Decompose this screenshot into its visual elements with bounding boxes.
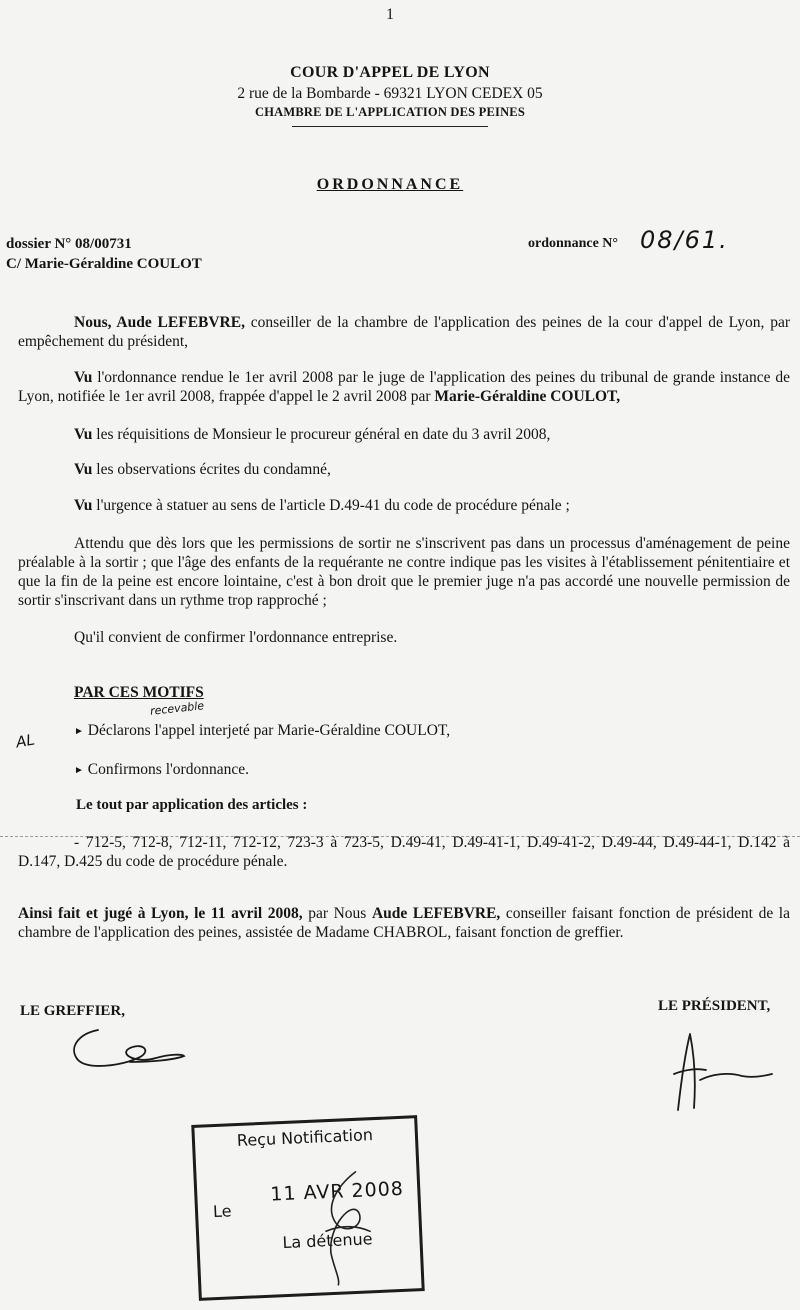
paragraph-vu-observations (18, 460, 790, 479)
stamp-detenue: La détenue (282, 1229, 373, 1253)
articles-list: - 712-5, 712-8, 712-11, 712-12, 723-3 à 723-5, D.49-41, D.49-41-1, D.49-41-2, D.49-44, D.49-44-1, D.142 à D.147, D.425 du code de procédure pénale. (18, 834, 790, 870)
motifs-heading: PAR CES MOTIFS (74, 684, 204, 701)
application-label: Le tout par application des articles : (76, 797, 308, 813)
court-name: COUR D'APPEL DE LYON (290, 64, 490, 81)
paragraph-vu-requisitions (18, 425, 790, 444)
stamp-title: Reçu Notification (236, 1125, 374, 1151)
document-title: ORDONNANCE (316, 176, 464, 193)
paragraph-conclusion: Qu'il convient de confirmer l'ordonnance entreprise. (74, 629, 398, 646)
court-address: 2 rue de la Bombarde - 69321 LYON CEDEX 05 (237, 85, 543, 102)
nous-text: conseiller de la chambre de l'application des peines de la cour d'appel de Lyon, par empêchement du président, (18, 314, 790, 350)
president-signature (660, 1030, 780, 1120)
closing-paragraph (18, 904, 790, 942)
vu1-text: l'ordonnance rendue le 1er avril 2008 par le juge de l'application des peines du tribunal de grande instance de Lyon, notifiée le 1er avril 2008, frappée d'appel le 2 avril 2008 par (18, 369, 790, 405)
vu-label: Vu (74, 497, 93, 514)
closing-rest: conseiller faisant fonction de président de la chambre de l'application des peines, assistée de Madame CHABROL, faisant fonction de greffier. (18, 905, 790, 941)
president-label: LE PRÉSIDENT, (658, 998, 771, 1014)
paragraph-vu-ordonnance (18, 368, 790, 406)
vu4-text: l'urgence à statuer au sens de l'article D.49-41 du code de procédure pénale ; (92, 497, 570, 514)
stamp-date: 11 AVR 2008 (269, 1177, 405, 1206)
page-number: 1 (386, 6, 394, 23)
chamber-name: CHAMBRE DE L'APPLICATION DES PEINES (254, 105, 525, 119)
dossier-party: C/ Marie-Géraldine COULOT (6, 256, 202, 272)
closing-middle: par Nous (302, 905, 372, 922)
greffier-signature (60, 1018, 200, 1078)
paragraph-nous (18, 313, 790, 351)
margin-initials: AL (14, 730, 37, 752)
motif-item-declare (74, 722, 450, 740)
ordonnance-number-label: ordonnance N° (528, 236, 618, 251)
dossier-number: dossier N° 08/00731 (6, 236, 132, 252)
stamp-le-label: Le (212, 1201, 232, 1222)
bullet-arrow-icon: ► (74, 726, 84, 737)
ordonnance-number-handwritten: 08/61. (640, 226, 729, 254)
vu-label: Vu (74, 369, 93, 386)
vu3-text: les observations écrites du condamné, (92, 461, 331, 478)
stamp-signature (305, 1165, 390, 1288)
paragraph-attendu: Attendu que dès lors que les permissions de sortir ne s'inscrivent pas dans un processus d'aménagement de peine préalable à la sortir ; que l'âge des enfants de la requérante ne contre indique pas les visites à l'établissement pénitentiaire et que la fin de la peine est encore lointaine, c'est à bon droit que le premier juge n'a pas accordé une nouvelle permission de sortir s'inscrivant dans un rythme trop rapproché ; (18, 535, 790, 609)
handwritten-annotation: recevable (149, 699, 205, 718)
motif-item-confirm (74, 761, 249, 779)
vu-label: Vu (74, 426, 93, 443)
header-divider (292, 126, 488, 127)
paragraph-vu-urgence (18, 496, 790, 515)
greffier-label: LE GREFFIER, (20, 1003, 126, 1019)
closing-date: Ainsi fait et jugé à Lyon, le 11 avril 2008, (18, 905, 303, 922)
motif-item-confirm-text: Confirmons l'ordonnance. (87, 761, 249, 778)
bullet-arrow-icon: ► (74, 765, 84, 776)
judge-name: Nous, Aude LEFEBVRE, (74, 314, 245, 331)
notification-stamp (191, 1115, 424, 1301)
closing-name: Aude LEFEBVRE, (371, 905, 501, 922)
appellant-name: Marie-Géraldine COULOT, (434, 388, 621, 405)
vu2-text: les réquisitions de Monsieur le procureur général en date du 3 avril 2008, (92, 426, 551, 443)
motif-item-declare-text: Déclarons l'appel interjeté par Marie-Géraldine COULOT, (87, 722, 451, 739)
vu-label: Vu (74, 461, 93, 478)
